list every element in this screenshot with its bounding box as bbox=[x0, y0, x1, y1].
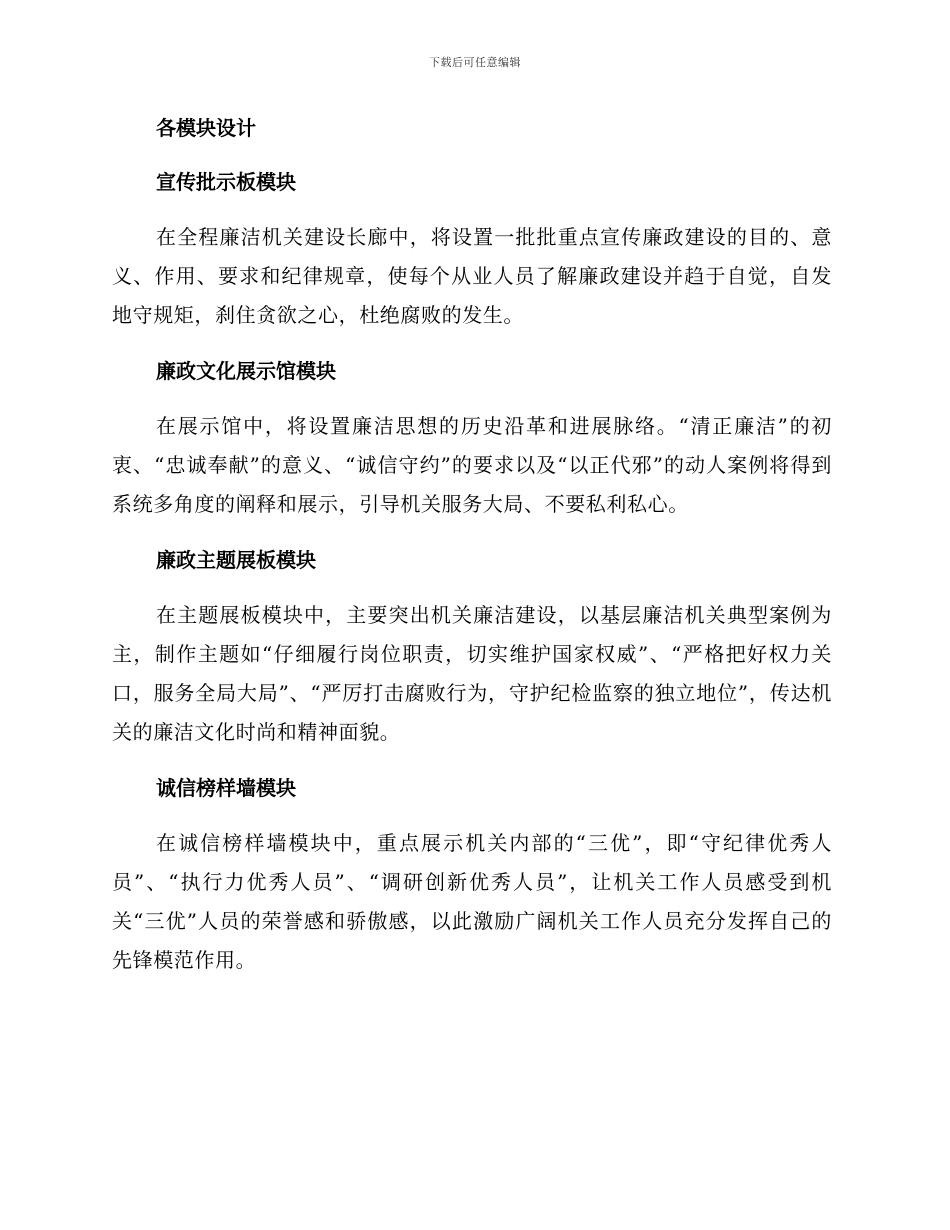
section-paragraph-exhibition-hall: 在展示馆中，将设置廉洁思想的历史沿革和进展脉络。“清正廉洁”的初衷、“忠诚奉献”的意义、“诚信守约”的要求以及“以正代邪”的动人案例将得到系统多角度的阐释和展示，引导机关服务大局、不要私利私心。 bbox=[112, 414, 832, 516]
document-body bbox=[112, 110, 832, 998]
section-heading-exhibition-hall: 廉政文化展示馆模块 bbox=[156, 359, 336, 383]
section-heading-bulletin: 宣传批示板模块 bbox=[156, 170, 296, 194]
section-heading-theme-boards: 廉政主题展板模块 bbox=[156, 548, 316, 572]
section-heading-integrity-wall: 诚信榜样墙模块 bbox=[156, 776, 296, 800]
section-paragraph-bulletin: 在全程廉洁机关建设长廊中，将设置一批批重点宣传廉政建设的目的、意义、作用、要求和纪律规章，使每个从业人员了解廉政建设并趋于自觉，自发地守规矩，刹住贪欲之心，杜绝腐败的发生。 bbox=[112, 225, 832, 327]
section-heading-modules: 各模块设计 bbox=[156, 116, 256, 140]
page-header: 下载后可任意编辑 bbox=[429, 56, 521, 69]
section-paragraph-integrity-wall: 在诚信榜样墙模块中，重点展示机关内部的“三优”，即“守纪律优秀人员”、“执行力优秀人员”、“调研创新优秀人员”，让机关工作人员感受到机关“三优”人员的荣誉感和骄傲感，以此激励广阔机关工作人员充分发挥自己的先锋模范作用。 bbox=[112, 831, 832, 972]
section-paragraph-theme-boards: 在主题展板模块中，主要突出机关廉洁建设，以基层廉洁机关典型案例为主，制作主题如“仔细履行岗位职责，切实维护国家权威”、“严格把好权力关口，服务全局大局”、“严厉打击腐败行为，守护纪检监察的独立地位”，传达机关的廉洁文化时尚和精神面貌。 bbox=[112, 603, 832, 744]
